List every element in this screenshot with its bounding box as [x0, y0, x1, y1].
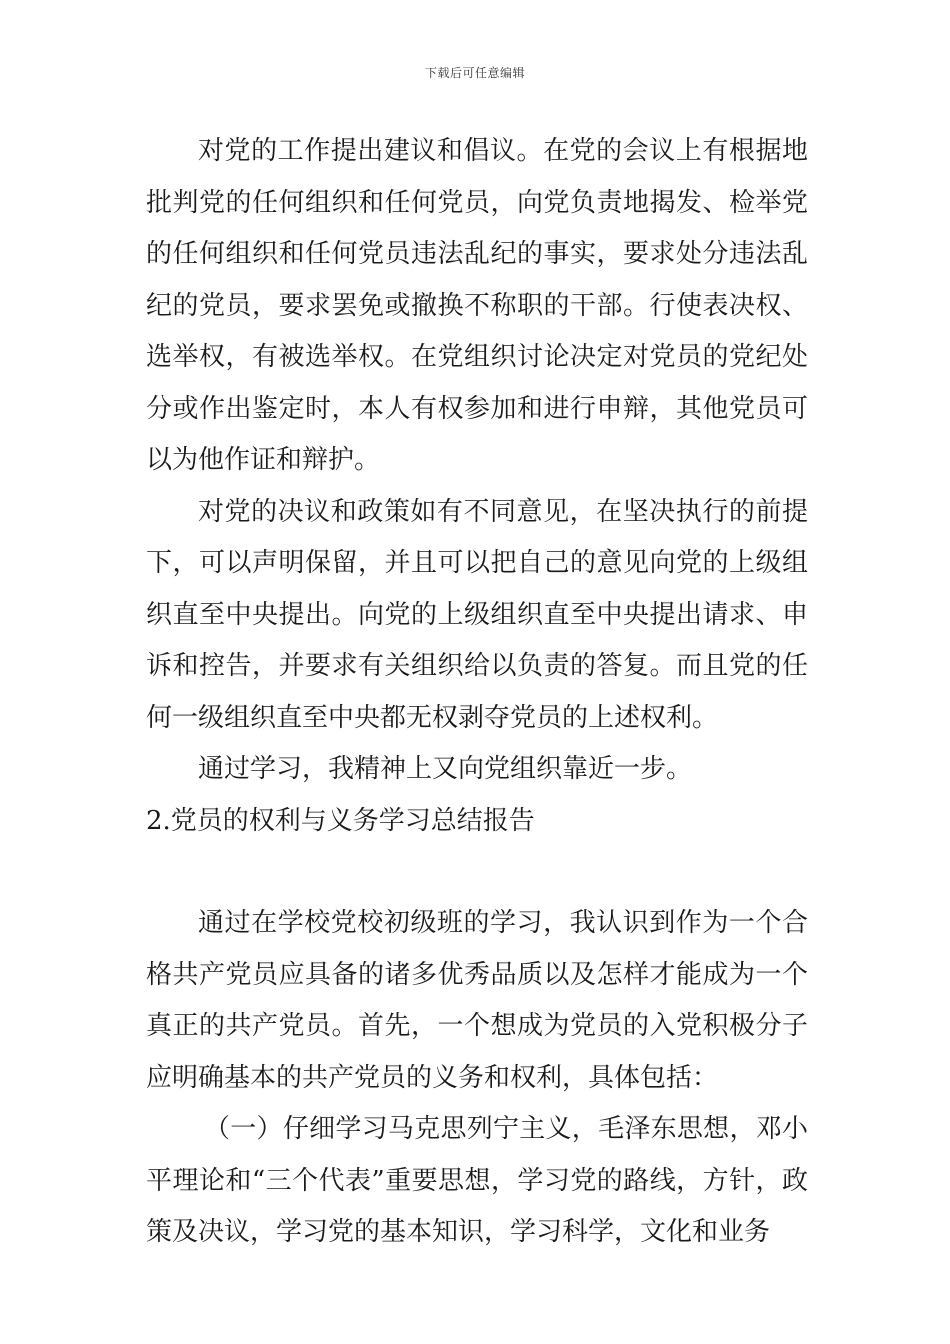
page-header-note: 下载后可任意编辑	[424, 66, 525, 80]
section-paragraph-item-1: （一）仔细学习马克思列宁主义，毛泽东思想，邓小平理论和“三个代表”重要思想，学习党的路线，方针，政策及决议，学习党的基本知识，学习科学，文化和业务	[146, 1114, 808, 1247]
document-body	[146, 126, 808, 1259]
body-paragraph-closing: 通过学习，我精神上又向党组织靠近一步。	[198, 754, 693, 784]
blank-line	[146, 847, 808, 898]
body-paragraph-rights-1: 对党的工作提出建议和倡议。在党的会议上有根据地批判党的任何组织和任何党员，向党负责地揭发、检举党的任何组织和任何党员违法乱纪的事实，要求处分违法乱纪的党员，要求罢免或撤换不称职的干部。行使表决权、选举权，有被选举权。在党组织讨论决定对党员的党纪处分或作出鉴定时，本人有权参加和进行申辩，其他党员可以为他作证和辩护。	[146, 136, 808, 475]
section-paragraph-intro: 通过在学校党校初级班的学习，我认识到作为一个合格共产党员应具备的诸多优秀品质以及怎样才能成为一个真正的共产党员。首先，一个想成为党员的入党积极分子应明确基本的共产党员的义务和权利，具体包括：	[146, 908, 808, 1093]
body-paragraph-rights-2: 对党的决议和政策如有不同意见，在坚决执行的前提下，可以声明保留，并且可以把自己的意见向党的上级组织直至中央提出。向党的上级组织直至中央提出请求、申诉和控告，并要求有关组织给以负责的答复。而且党的任何一级组织直至中央都无权剥夺党员的上述权利。	[146, 496, 808, 733]
section-title: 2.党员的权利与义务学习总结报告	[146, 805, 535, 836]
